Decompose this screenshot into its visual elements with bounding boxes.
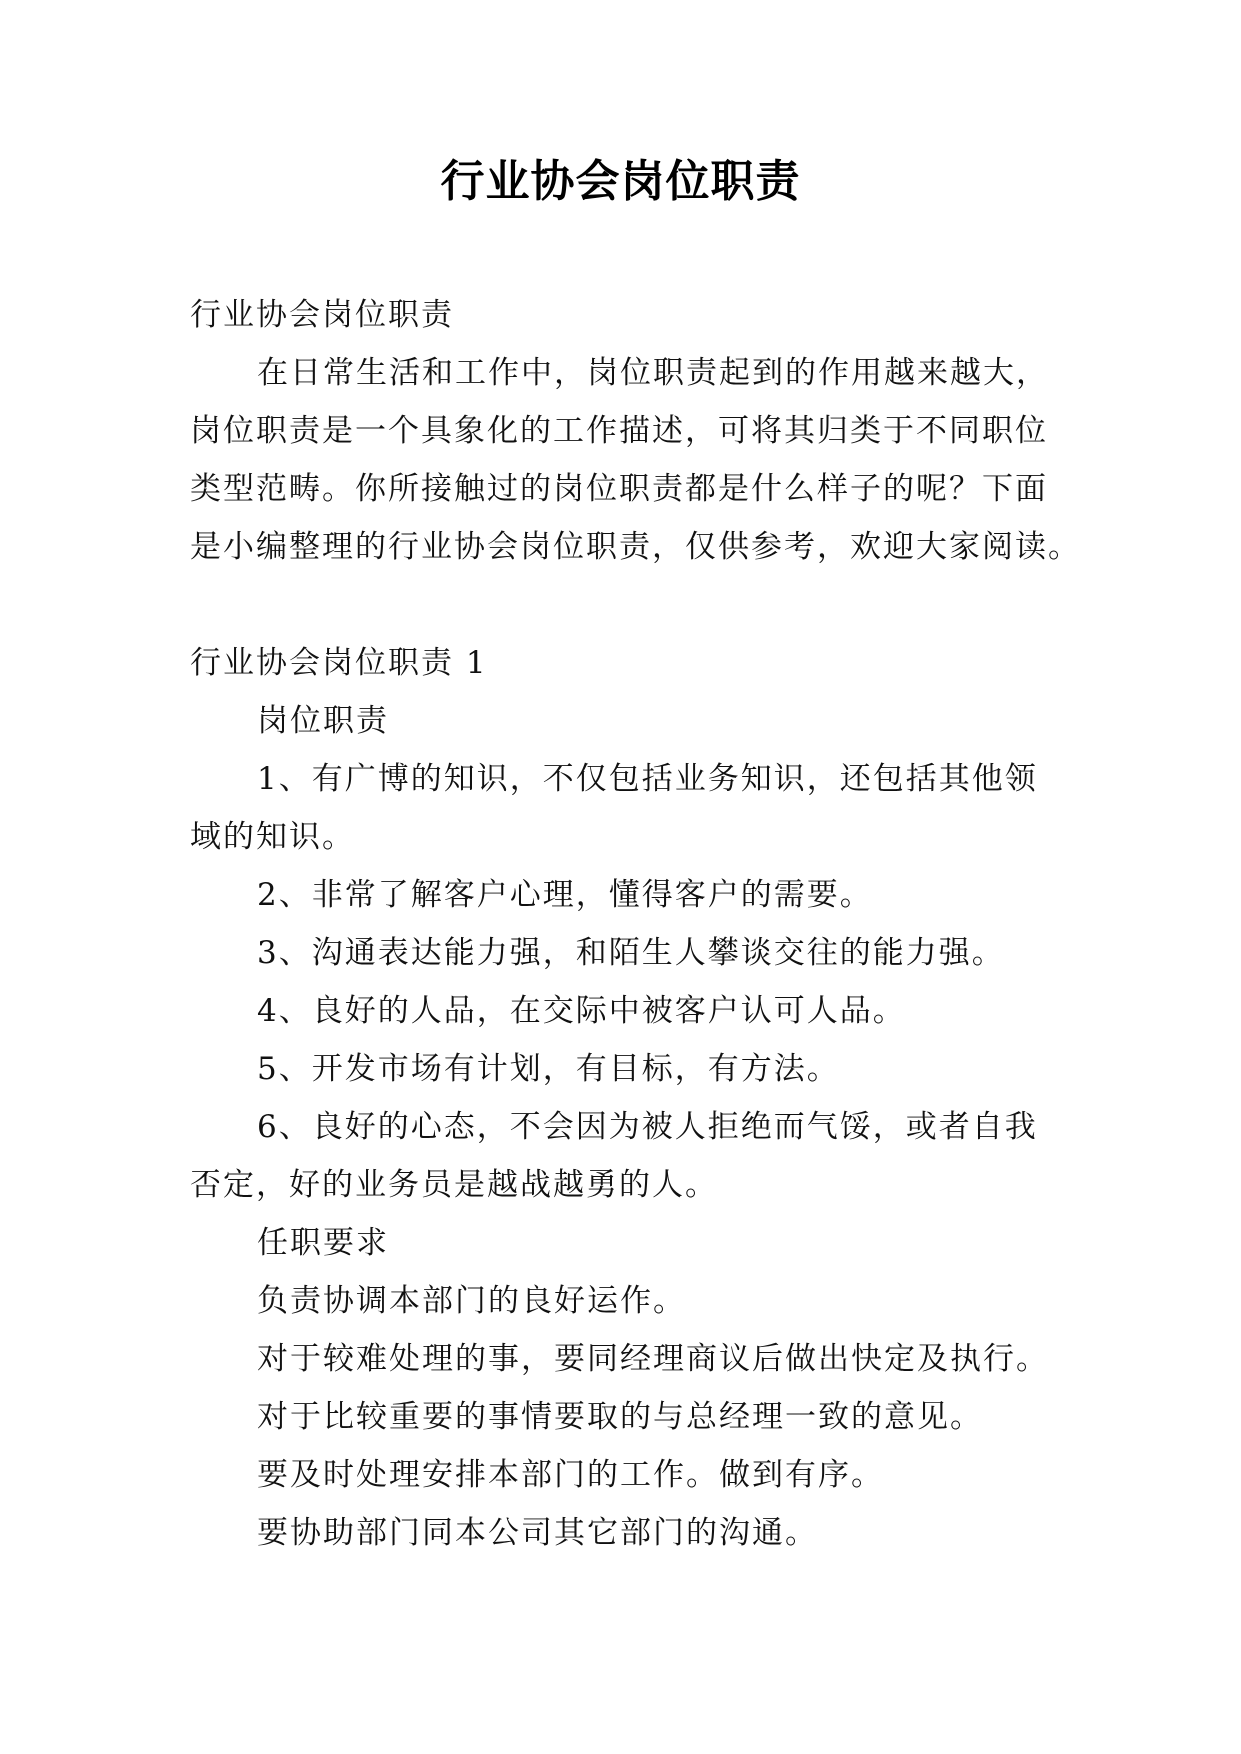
- list-item: 5、开发市场有计划，有目标，有方法。: [257, 1051, 840, 1087]
- requirement-line: 负责协调本部门的良好运作。: [257, 1283, 686, 1319]
- subheading: 岗位职责: [257, 703, 389, 739]
- requirement-line: 要及时处理安排本部门的工作。做到有序。: [257, 1457, 884, 1493]
- paragraph-line: 在日常生活和工作中，岗位职责起到的作用越来越大，: [257, 355, 1049, 391]
- list-item-continuation: 否定，好的业务员是越战越勇的人。: [190, 1167, 718, 1203]
- requirement-line: 要协助部门同本公司其它部门的沟通。: [257, 1515, 818, 1551]
- subheading: 任职要求: [257, 1225, 389, 1261]
- list-item: 4、良好的人品，在交际中被客户认可人品。: [257, 993, 906, 1029]
- requirement-line: 对于比较重要的事情要取的与总经理一致的意见。: [257, 1399, 983, 1435]
- section-heading: 行业协会岗位职责: [190, 297, 454, 333]
- section-heading: 行业协会岗位职责 1: [190, 645, 488, 681]
- paragraph-line: 岗位职责是一个具象化的工作描述，可将其归类于不同职位: [190, 413, 1048, 449]
- paragraph-line: 是小编整理的行业协会岗位职责，仅供参考，欢迎大家阅读。: [190, 529, 1081, 565]
- list-item: 3、沟通表达能力强，和陌生人攀谈交往的能力强。: [257, 935, 1005, 971]
- document-title: 行业协会岗位职责: [440, 156, 801, 207]
- list-item: 2、非常了解客户心理，懂得客户的需要。: [257, 877, 873, 913]
- requirement-line: 对于较难处理的事，要同经理商议后做出快定及执行。: [257, 1341, 1049, 1377]
- list-item-continuation: 域的知识。: [190, 819, 355, 855]
- list-item: 6、良好的心态，不会因为被人拒绝而气馁，或者自我: [257, 1109, 1038, 1145]
- paragraph-line: 类型范畴。你所接触过的岗位职责都是什么样子的呢？下面: [190, 471, 1048, 507]
- list-item: 1、有广博的知识，不仅包括业务知识，还包括其他领: [257, 761, 1038, 797]
